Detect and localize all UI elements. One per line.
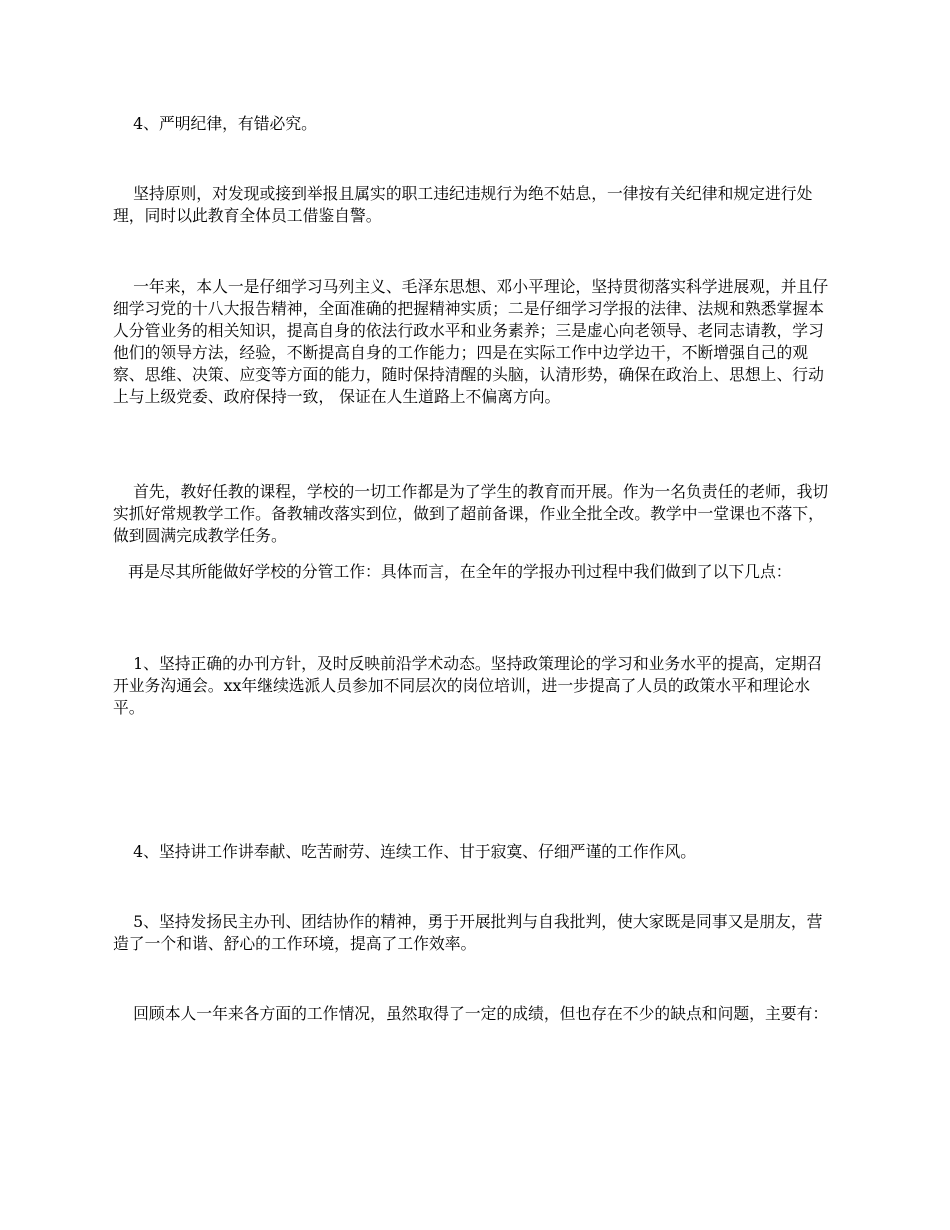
paragraph-discipline-heading: 4、严明纪律，有错必究。 [113, 114, 317, 133]
paragraph-point-1: 1、坚持正确的办刊方针，及时反映前沿学术动态。坚持政策理论的学习和业务水平的提高，定期召开业务沟通会。xx年继续选派人员参加不同层次的岗位培训，进一步提高了人员的政策水平和理论水平。 [113, 654, 823, 717]
paragraph-principle: 坚持原则，对发现或接到举报且属实的职工违纪违规行为绝不姑息，一律按有关纪律和规定进行处理，同时以此教育全体员工借鉴自警。 [113, 184, 813, 225]
paragraph-management: 再是尽其所能做好学校的分管工作：具体而言，在全年的学报办刊过程中我们做到了以下几点： [113, 562, 792, 581]
paragraph-point-5: 5、坚持发扬民主办刊、团结协作的精神，勇于开展批判与自我批判，使大家既是同事又是朋友，营造了一个和谐、舒心的工作环境，提高了工作效率。 [113, 912, 823, 953]
paragraph-teaching: 首先，教好任教的课程，学校的一切工作都是为了学生的教育而开展。作为一名负责任的老师，我切实抓好常规教学工作。备教辅改落实到位，做到了超前备课，作业全批全改。教学中一堂课也不落下，做到圆满完成教学任务。 [113, 482, 829, 545]
paragraph-point-4: 4、坚持讲工作讲奉献、吃苦耐劳、连续工作、甘于寂寞、仔细严谨的工作作风。 [113, 842, 697, 861]
paragraph-study: 一年来，本人一是仔细学习马列主义、毛泽东思想、邓小平理论，坚持贯彻落实科学进展观，并且仔细学习党的十八大报告精神，全面准确的把握精神实质；二是仔细学习学报的法律、法规和熟悉掌握本人分管业务的相关知识，提高自身的依法行政水平和业务素养；三是虚心向老领导、老同志请教，学习他们的领导方法，经验，不断提高自身的工作能力；四是在实际工作中边学边干，不断增强自己的观察、思维、决策、应变等方面的能力，随时保持清醒的头脑，认清形势，确保在政治上、思想上、行动上与上级党委、政府保持一致， 保证在人生道路上不偏离方向。 [113, 277, 829, 406]
paragraph-review: 回顾本人一年来各方面的工作情况，虽然取得了一定的成绩，但也存在不少的缺点和问题，主要有： [113, 1004, 829, 1023]
